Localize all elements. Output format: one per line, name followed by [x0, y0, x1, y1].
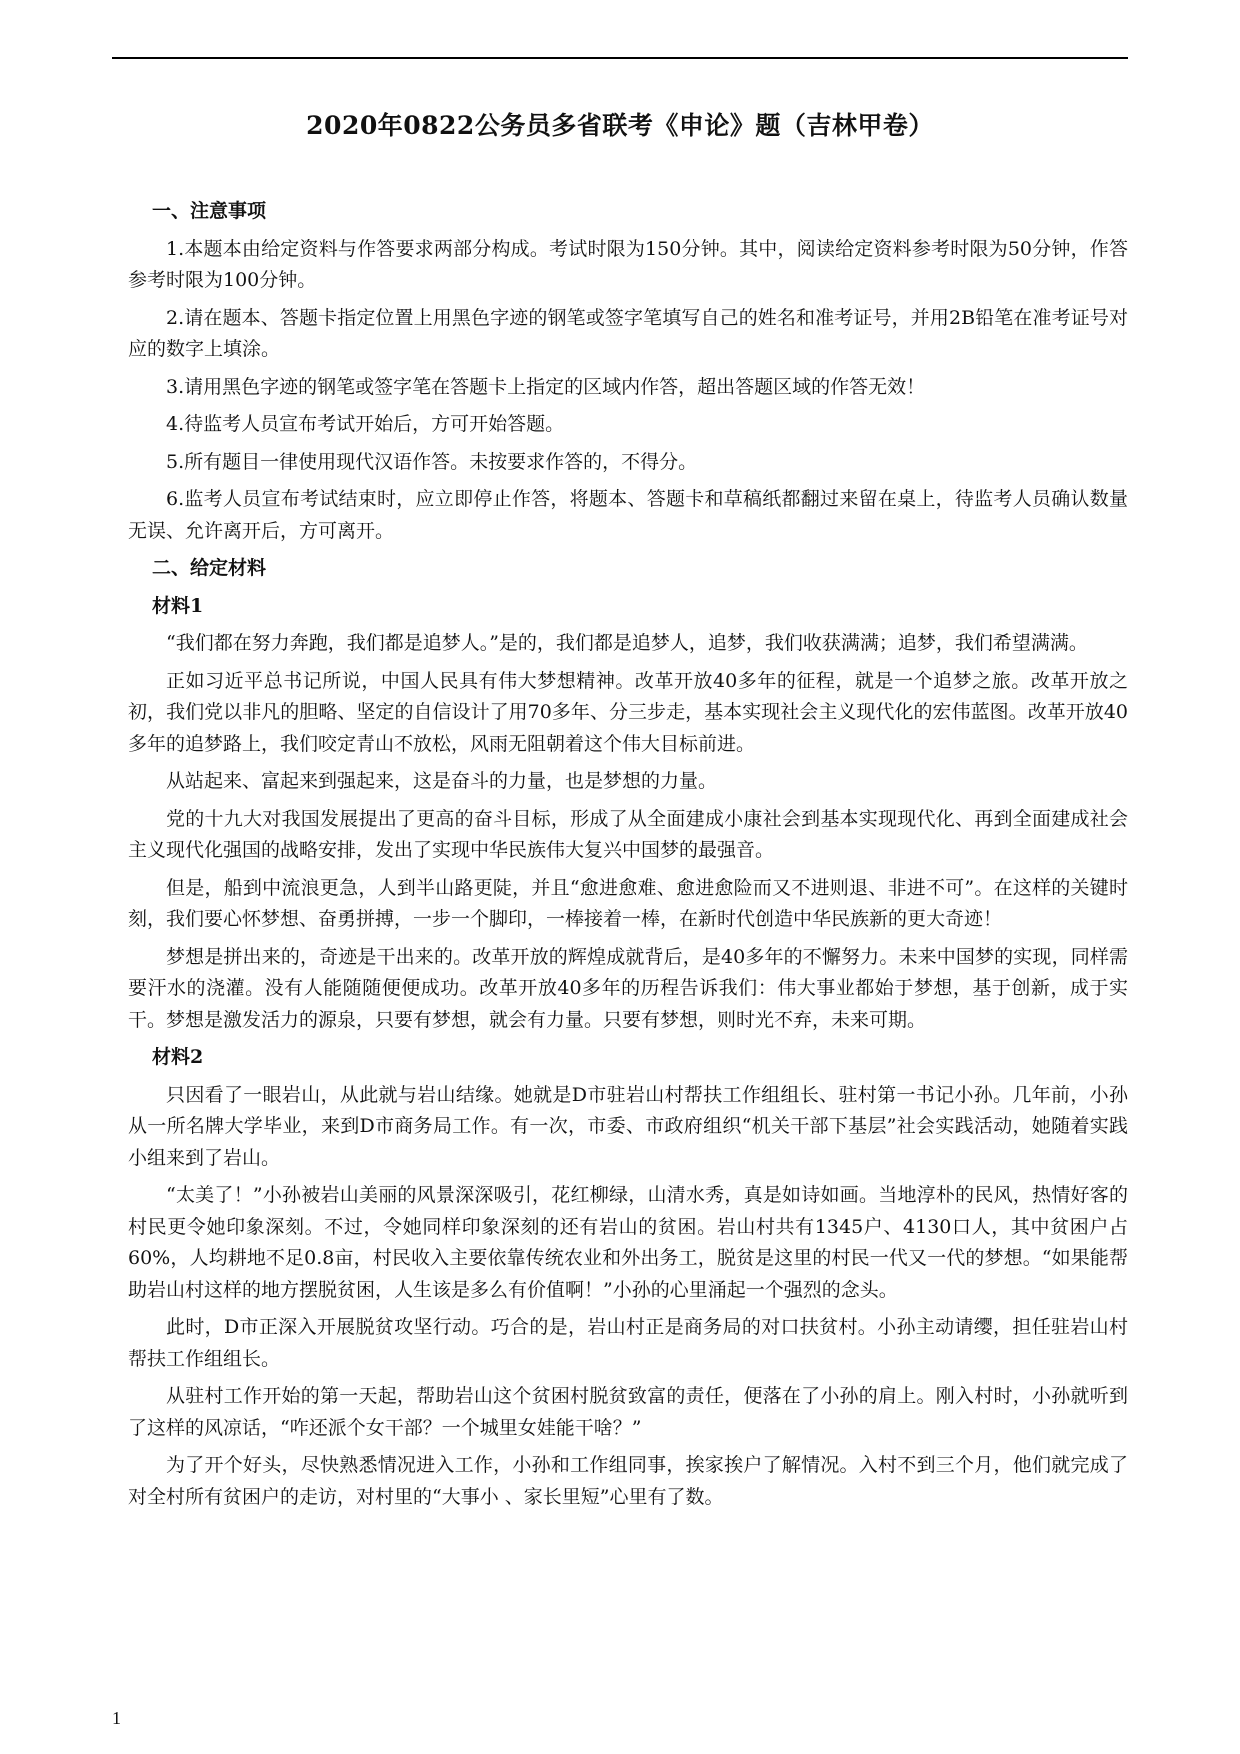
note-item: 4.待监考人员宣布考试开始后，方可开始答题。 [166, 413, 565, 435]
note-item: 6.监考人员宣布考试结束时，应立即停止作答，将题本、答题卡和草稿纸都翻过来留在桌上，待监考人员确认数量无误、允许离开后，方可离开。 [128, 488, 1128, 542]
material-paragraph: 梦想是拼出来的，奇迹是干出来的。改革开放的辉煌成就背后，是40多年的不懈努力。未来中国梦的实现，同样需要汗水的浇灌。没有人能随随便便成功。改革开放40多年的历程告诉我们：伟大事业都始于梦想，基于创新，成于实干。梦想是激发活力的源泉，只要有梦想，就会有力量。只要有梦想，则时光不弃，未来可期。 [128, 945, 1128, 1031]
material-paragraph: 但是，船到中流浪更急，人到半山路更陡，并且“愈进愈难、愈进愈险而又不进则退、非进不可”。在这样的关键时刻，我们要心怀梦想、奋勇拼搏，一步一个脚印，一棒接着一棒，在新时代创造中华民族新的更大奇迹！ [128, 876, 1128, 930]
material-paragraph: 党的十九大对我国发展提出了更高的奋斗目标，形成了从全面建成小康社会到基本实现现代化、再到全面建成社会主义现代化强国的战略安排，发出了实现中华民族伟大复兴中国梦的最强音。 [128, 807, 1128, 861]
material-paragraph: 为了开个好头，尽快熟悉情况进入工作，小孙和工作组同事，挨家挨户了解情况。入村不到三个月，他们就完成了对全村所有贫困户的走访，对村里的“大事小 、家长里短”心里有了数。 [128, 1454, 1128, 1508]
page-title: 2020年0822公务员多省联考《申论》题（吉林甲卷） [306, 111, 934, 140]
header-rule [112, 57, 1128, 59]
page-number: 1 [112, 1708, 121, 1728]
note-item: 2.请在题本、答题卡指定位置上用黑色字迹的钢笔或签字笔填写自己的姓名和准考证号，并用2B铅笔在准考证号对应的数字上填涂。 [128, 306, 1128, 360]
material-2-label: 材料2 [152, 1046, 204, 1068]
material-1-label: 材料1 [152, 594, 204, 617]
material-paragraph: “太美了！”小孙被岩山美丽的风景深深吸引，花红柳绿，山清水秀，真是如诗如画。当地淳朴的民风，热情好客的村民更令她印象深刻。不过，令她同样印象深刻的还有岩山的贫困。岩山村共有1345户、4130口人，其中贫困户占60%，人均耕地不足0.8亩，村民收入主要依靠传统农业和外出务工，脱贫是这里的村民一代又一代的梦想。“如果能帮助岩山村这样的地方摆脱贫困，人生该是多么有价值啊！”小孙的心里涌起一个强烈的念头。 [128, 1184, 1128, 1301]
section-heading-notes: 一、注意事项 [152, 200, 267, 222]
material-paragraph: “我们都在努力奔跑，我们都是追梦人。”是的，我们都是追梦人，追梦，我们收获满满；追梦，我们希望满满。 [166, 632, 1088, 654]
note-item: 5.所有题目一律使用现代汉语作答。未按要求作答的，不得分。 [166, 450, 698, 473]
document-body [128, 196, 1128, 1519]
section-heading-materials: 二、给定材料 [152, 557, 267, 579]
material-paragraph: 从驻村工作开始的第一天起，帮助岩山这个贫困村脱贫致富的责任，便落在了小孙的肩上。刚入村时，小孙就听到了这样的风凉话，“咋还派个女干部？一个城里女娃能干啥？” [128, 1385, 1128, 1439]
material-paragraph: 只因看了一眼岩山，从此就与岩山结缘。她就是D市驻岩山村帮扶工作组组长、驻村第一书记小孙。几年前，小孙从一所名牌大学毕业，来到D市商务局工作。有一次，市委、市政府组织“机关干部下基层”社会实践活动，她随着实践小组来到了岩山。 [128, 1083, 1128, 1169]
material-paragraph: 此时，D市正深入开展脱贫攻坚行动。巧合的是，岩山村正是商务局的对口扶贫村。小孙主动请缨，担任驻岩山村帮扶工作组组长。 [128, 1316, 1128, 1370]
material-paragraph: 正如习近平总书记所说，中国人民具有伟大梦想精神。改革开放40多年的征程，就是一个追梦之旅。改革开放之初，我们党以非凡的胆略、坚定的自信设计了用70多年、分三步走，基本实现社会主义现代化的宏伟蓝图。改革开放40多年的追梦路上，我们咬定青山不放松，风雨无阻朝着这个伟大目标前进。 [128, 669, 1128, 755]
material-paragraph: 从站起来、富起来到强起来，这是奋斗的力量，也是梦想的力量。 [166, 770, 718, 792]
note-item: 1.本题本由给定资料与作答要求两部分构成。考试时限为150分钟。其中，阅读给定资料参考时限为50分钟，作答参考时限为100分钟。 [128, 237, 1128, 291]
note-item: 3.请用黑色字迹的钢笔或签字笔在答题卡上指定的区域内作答，超出答题区域的作答无效！ [166, 375, 926, 398]
